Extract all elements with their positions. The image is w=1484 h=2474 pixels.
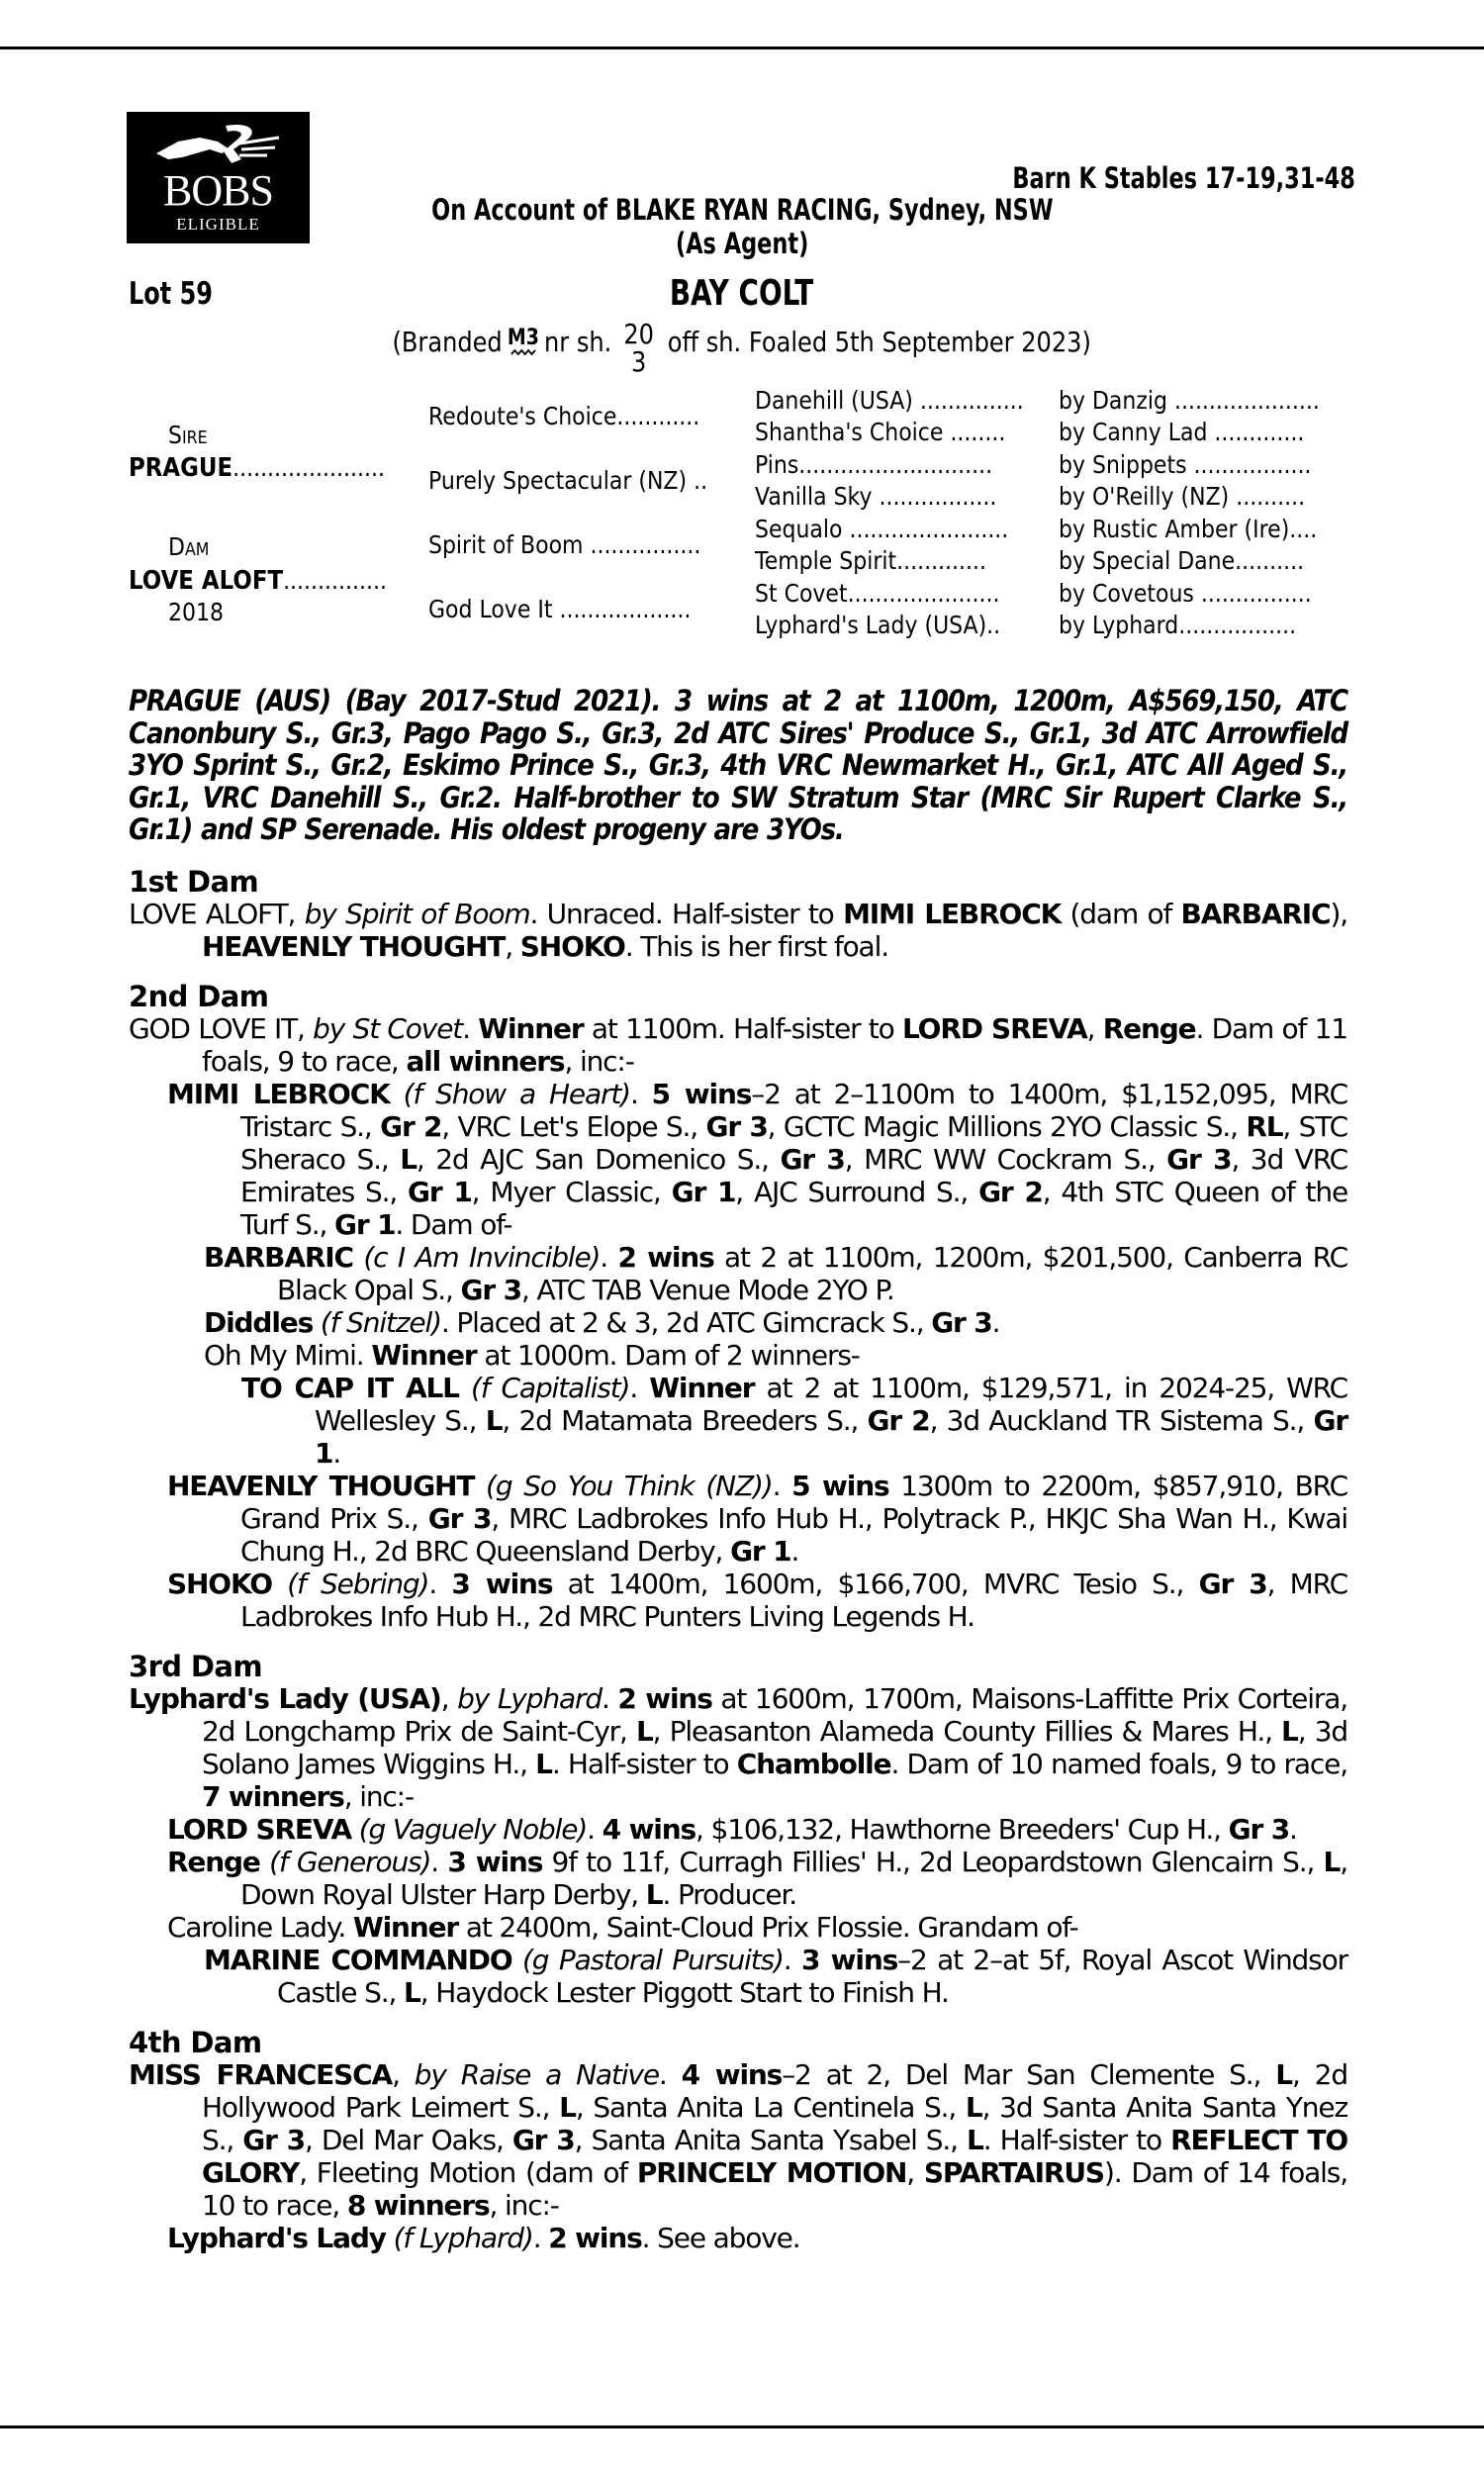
- dam-entry: GOD LOVE IT, by St Covet. Winner at 1100m. Half-sister to LORD SREVA, Renge. Dam of 11 foals, 9 to race, all winners, inc:-: [129, 1011, 1347, 1078]
- dam-sections: [129, 866, 1347, 2254]
- dam-section-heading: 2nd Dam: [129, 979, 269, 1013]
- progeny-entry: SHOKO (f Sebring). 3 wins at 1400m, 1600m, $166,700, MVRC Tesio S., Gr 3, MRC Ladbrokes Info Hub H., 2d MRC Punters Living Legends H.: [167, 1567, 1347, 1633]
- sire-summary: PRAGUE (AUS) (Bay 2017-Stud 2021). 3 wins at 2 at 1100m, 1200m, A$569,150, ATC Canonbury S., Gr.3, Pago Pago S., Gr.3, 2d ATC Sires' Produce S., Gr.1, 3d ATC Arrowfield 3YO Sprint S., Gr.2, Eskimo Prince S., Gr.3, 4th VRC Newmarket H., Gr.1, ATC All Aged S., Gr.1, VRC Danehill S., Gr.2. Half-brother to SW Stratum Star (MRC Sir Rupert Clarke S., Gr.1) and SP Serenade. His oldest progeny are 3YOs.: [129, 684, 1347, 847]
- ggp-sire: by Special Dane..........: [1059, 546, 1305, 575]
- dam-entry: Lyphard's Lady (USA), by Lyphard. 2 wins at 1600m, 1700m, Maisons-Laffitte Prix Corteira, 2d Longchamp Prix de Saint-Cyr, L, Pleasanton Alameda County Fillies & Mares H., L, 3d Solano James Wiggins H., L. Half-sister to Chambolle. Dam of 10 named foals, 9 to race, 7 winners, inc:-: [129, 1681, 1347, 1813]
- ggp-sire: by Canny Lad .............: [1059, 418, 1305, 446]
- dam-entry: MISS FRANCESCA, by Raise a Native. 4 wins–2 at 2, Del Mar San Clemente S., L, 2d Hollywood Park Leimert S., L, Santa Anita La Centinela S., L, 3d Santa Anita Santa Ynez S., Gr 3, Del Mar Oaks, Gr 3, Santa Anita Santa Ysabel S., L. Half-sister to REFLECT TO GLORY, Fleeting Motion (dam of PRINCELY MOTION, SPARTAIRUS). Dam of 14 foals, 10 to race, 8 winners, inc:-: [129, 2057, 1347, 2222]
- brand-off-shoulder-fraction: 20 3: [623, 318, 655, 378]
- lot-number: Lot 59: [129, 276, 213, 312]
- dam-label: Dam: [168, 532, 210, 561]
- ggp-name: Vanilla Sky .................: [755, 482, 997, 511]
- progeny-entry: MARINE COMMANDO (g Pastoral Pursuits). 3 wins–2 at 2–at 5f, Royal Ascot Windsor Castle S., L, Haydock Lester Piggott Start to Finish H.: [204, 1943, 1347, 2009]
- progeny-entry: Oh My Mimi. Winner at 1000m. Dam of 2 winners-: [204, 1338, 860, 1372]
- bottom-rule: [0, 2426, 1484, 2428]
- progeny-entry: Diddles (f Snitzel). Placed at 2 & 3, 2d ATC Gimcrack S., Gr 3.: [204, 1305, 1000, 1339]
- ggp-sire: by Covetous ................: [1059, 579, 1312, 608]
- ggp-name: St Covet......................: [755, 579, 1000, 608]
- logo-bobs-text: BOBS: [163, 166, 273, 215]
- brand-foaling-line: [0, 315, 1484, 378]
- dam-year: 2018: [168, 598, 224, 626]
- brand-mark-icon: M3: [508, 329, 539, 356]
- progeny-entry: Lyphard's Lady (f Lyphard). 2 wins. See above.: [167, 2221, 800, 2254]
- dam-section-heading: 4th Dam: [129, 2025, 262, 2059]
- dam-section-heading: 3rd Dam: [129, 1649, 262, 1683]
- ggp-sire: by Rustic Amber (Ire)....: [1059, 515, 1318, 543]
- sire-name: PRAGUE......................: [129, 453, 385, 483]
- dam-section-heading: 1st Dam: [129, 864, 259, 899]
- ggp-name: Lyphard's Lady (USA)..: [755, 611, 1001, 639]
- ggp-sire: by Lyphard.................: [1059, 611, 1297, 639]
- sire-label: Sire: [168, 421, 208, 449]
- horse-title: BAY COLT: [670, 273, 814, 314]
- logo-eligible-text: ELIGIBLE: [176, 215, 260, 234]
- dam-name: LOVE ALOFT...............: [129, 566, 387, 596]
- progeny-entry: TO CAP IT ALL (f Capitalist). Winner at 2 at 1100m, $129,571, in 2024-25, WRC Wellesley S., L, 2d Matamata Breeders S., Gr 2, 3d Auckland TR Sistema S., Gr 1.: [241, 1371, 1348, 1470]
- granddam-paternal: Purely Spectacular (NZ) ..: [428, 466, 708, 495]
- vendor-account: On Account of BLAKE RYAN RACING, Sydney, NSW: [430, 193, 1054, 227]
- ggp-sire: by Danzig .....................: [1059, 386, 1320, 415]
- progeny-entry: LORD SREVA (g Vaguely Noble). 4 wins, $106,132, Hawthorne Breeders' Cup H., Gr 3.: [167, 1812, 1297, 1846]
- granddam-maternal: God Love It ...................: [428, 595, 692, 623]
- barn-location: Barn K Stables 17-19,31-48: [1012, 161, 1355, 195]
- progeny-entry: Caroline Lady. Winner at 2400m, Saint-Cloud Prix Flossie. Grandam of-: [167, 1910, 1078, 1944]
- brand-prefix: (Branded: [392, 326, 504, 358]
- agent-note: (As Agent): [675, 227, 809, 260]
- catalogue-body: [129, 685, 1347, 2254]
- ggp-name: Danehill (USA) ...............: [755, 386, 1024, 415]
- brand-suffix-foaled: off sh. Foaled 5th September 2023): [668, 326, 1092, 358]
- brand-near-shoulder: nr sh.: [544, 326, 612, 358]
- ggp-sire: by Snippets .................: [1059, 450, 1312, 479]
- ggp-name: Sequalo .......................: [755, 515, 1009, 543]
- top-rule: [0, 47, 1484, 49]
- grandsire-maternal: Spirit of Boom ................: [428, 530, 701, 559]
- ggp-sire: by O'Reilly (NZ) ..........: [1059, 482, 1306, 511]
- progeny-entry: Renge (f Generous). 3 wins 9f to 11f, Curragh Fillies' H., 2d Leopardstown Glencairn S., L, Down Royal Ulster Harp Derby, L. Producer.: [167, 1845, 1347, 1911]
- progeny-entry: HEAVENLY THOUGHT (g So You Think (NZ)). 5 wins 1300m to 2200m, $857,910, BRC Grand Prix S., Gr 3, MRC Ladbrokes Info Hub H., Polytrack P., HKJC Sha Wan H., Kwai Chung H., 2d BRC Queensland Derby, Gr 1.: [167, 1469, 1348, 1568]
- dam-entry: LOVE ALOFT, by Spirit of Boom. Unraced. Half-sister to MIMI LEBROCK (dam of BARBARIC), HEAVENLY THOUGHT, SHOKO. This is her first foal.: [129, 897, 1347, 963]
- progeny-entry: BARBARIC (c I Am Invincible). 2 wins at 2 at 1100m, 1200m, $201,500, Canberra RC Black Opal S., Gr 3, ATC TAB Venue Mode 2YO P.: [204, 1240, 1347, 1306]
- ggp-name: Temple Spirit.............: [755, 546, 987, 575]
- ggp-name: Shantha's Choice ........: [755, 418, 1006, 446]
- grandsire-paternal: Redoute's Choice............: [428, 402, 700, 430]
- progeny-entry: MIMI LEBROCK (f Show a Heart). 5 wins–2 at 2–1100m to 1400m, $1,152,095, MRC Tristarc S., Gr 2, VRC Let's Elope S., Gr 3, GCTC Magic Millions 2YO Classic S., RL, STC Sheraco S., L, 2d AJC San Domenico S., Gr 3, MRC WW Cockram S., Gr 3, 3d VRC Emirates S., Gr 1, Myer Classic, Gr 1, AJC Surround S., Gr 2, 4th STC Queen of the Turf S., Gr 1. Dam of-: [167, 1077, 1348, 1241]
- ggp-name: Pins............................: [755, 450, 993, 479]
- horse-head-logo-icon: [148, 120, 287, 169]
